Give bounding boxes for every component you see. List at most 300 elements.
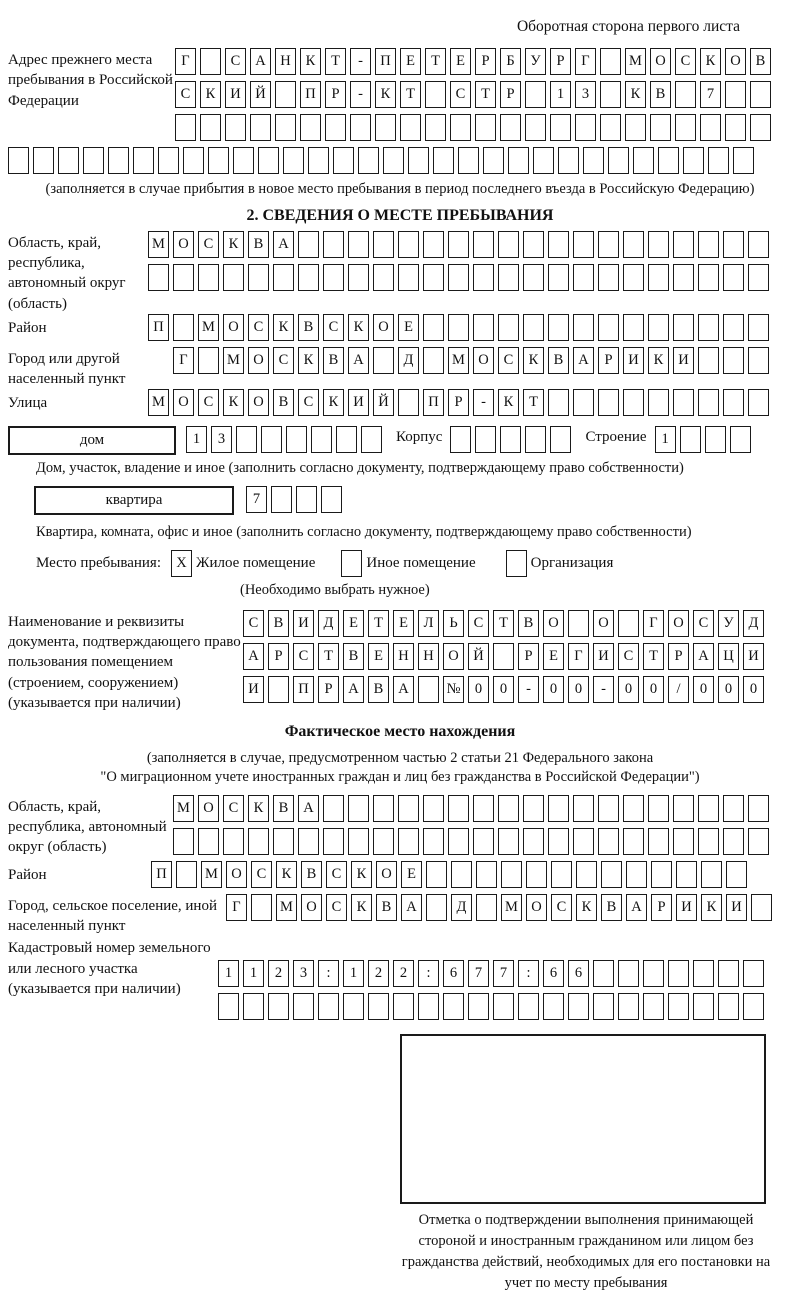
char-cell[interactable]: 3 — [575, 81, 596, 108]
char-cell[interactable] — [398, 264, 419, 291]
char-cell[interactable] — [261, 426, 282, 453]
char-cell[interactable] — [651, 861, 672, 888]
char-cell[interactable] — [548, 795, 569, 822]
char-cell[interactable]: Л — [418, 610, 439, 637]
char-cell[interactable] — [258, 147, 279, 174]
char-cell[interactable]: В — [273, 389, 294, 416]
char-cell[interactable] — [308, 147, 329, 174]
char-cell[interactable]: Р — [268, 643, 289, 670]
char-cell[interactable]: А — [243, 643, 264, 670]
char-cell[interactable]: Т — [400, 81, 421, 108]
char-cell[interactable] — [300, 114, 321, 141]
char-cell[interactable] — [275, 114, 296, 141]
char-cell[interactable]: Р — [651, 894, 672, 921]
char-cell[interactable] — [468, 993, 489, 1020]
char-cell[interactable]: К — [375, 81, 396, 108]
char-cell[interactable]: Й — [250, 81, 271, 108]
char-cell[interactable]: А — [393, 676, 414, 703]
char-cell[interactable]: 3 — [293, 960, 314, 987]
char-cell[interactable] — [348, 231, 369, 258]
char-cell[interactable] — [448, 264, 469, 291]
char-cell[interactable] — [673, 828, 694, 855]
char-cell[interactable]: Д — [451, 894, 472, 921]
char-cell[interactable] — [343, 993, 364, 1020]
char-cell[interactable] — [600, 48, 621, 75]
char-cell[interactable] — [473, 264, 494, 291]
char-cell[interactable]: И — [593, 643, 614, 670]
char-cell[interactable] — [498, 264, 519, 291]
char-cell[interactable]: С — [326, 861, 347, 888]
char-cell[interactable] — [458, 147, 479, 174]
char-cell[interactable] — [173, 264, 194, 291]
char-cell[interactable] — [323, 828, 344, 855]
char-cell[interactable] — [200, 114, 221, 141]
char-cell[interactable]: - — [518, 676, 539, 703]
char-cell[interactable] — [598, 795, 619, 822]
char-cell[interactable] — [618, 610, 639, 637]
char-cell[interactable] — [498, 314, 519, 341]
char-cell[interactable] — [598, 828, 619, 855]
char-cell[interactable]: В — [248, 231, 269, 258]
char-cell[interactable] — [698, 264, 719, 291]
char-cell[interactable] — [550, 114, 571, 141]
char-cell[interactable] — [175, 114, 196, 141]
char-cell[interactable]: 1 — [186, 426, 207, 453]
char-cell[interactable]: С — [223, 795, 244, 822]
char-cell[interactable] — [648, 231, 669, 258]
char-cell[interactable] — [683, 147, 704, 174]
char-cell[interactable]: У — [718, 610, 739, 637]
char-cell[interactable]: М — [501, 894, 522, 921]
char-cell[interactable]: 0 — [493, 676, 514, 703]
char-cell[interactable] — [618, 993, 639, 1020]
char-cell[interactable] — [498, 828, 519, 855]
char-cell[interactable] — [573, 314, 594, 341]
char-cell[interactable] — [623, 828, 644, 855]
char-cell[interactable] — [548, 264, 569, 291]
char-cell[interactable] — [500, 114, 521, 141]
char-cell[interactable]: К — [351, 861, 372, 888]
char-cell[interactable]: - — [350, 48, 371, 75]
char-cell[interactable]: А — [401, 894, 422, 921]
char-cell[interactable]: К — [700, 48, 721, 75]
char-cell[interactable]: И — [623, 347, 644, 374]
char-cell[interactable]: П — [375, 48, 396, 75]
stay-type-option-2-checkbox[interactable] — [341, 550, 366, 577]
char-cell[interactable] — [518, 993, 539, 1020]
char-cell[interactable]: 3 — [211, 426, 232, 453]
char-cell[interactable] — [418, 993, 439, 1020]
char-cell[interactable]: 6 — [568, 960, 589, 987]
char-cell[interactable]: О — [443, 643, 464, 670]
char-cell[interactable] — [733, 147, 754, 174]
char-cell[interactable]: Т — [643, 643, 664, 670]
char-cell[interactable]: Р — [318, 676, 339, 703]
char-cell[interactable]: К — [200, 81, 221, 108]
char-cell[interactable] — [698, 347, 719, 374]
char-cell[interactable]: - — [473, 389, 494, 416]
char-cell[interactable] — [368, 993, 389, 1020]
char-cell[interactable] — [176, 861, 197, 888]
char-cell[interactable]: И — [348, 389, 369, 416]
char-cell[interactable] — [650, 114, 671, 141]
char-cell[interactable]: О — [668, 610, 689, 637]
char-cell[interactable] — [675, 114, 696, 141]
char-cell[interactable]: С — [293, 643, 314, 670]
char-cell[interactable] — [500, 426, 521, 453]
char-cell[interactable] — [506, 550, 527, 577]
char-cell[interactable] — [448, 795, 469, 822]
char-cell[interactable] — [426, 861, 447, 888]
char-cell[interactable] — [423, 264, 444, 291]
char-cell[interactable]: С — [198, 231, 219, 258]
char-cell[interactable] — [275, 81, 296, 108]
char-cell[interactable]: О — [373, 314, 394, 341]
char-cell[interactable]: С — [243, 610, 264, 637]
char-cell[interactable]: Г — [568, 643, 589, 670]
char-cell[interactable]: О — [248, 347, 269, 374]
char-cell[interactable]: 1 — [243, 960, 264, 987]
char-cell[interactable]: В — [323, 347, 344, 374]
char-cell[interactable]: И — [293, 610, 314, 637]
char-cell[interactable] — [248, 264, 269, 291]
char-cell[interactable] — [223, 828, 244, 855]
char-cell[interactable] — [336, 426, 357, 453]
char-cell[interactable]: В — [601, 894, 622, 921]
char-cell[interactable] — [373, 828, 394, 855]
char-cell[interactable]: 0 — [643, 676, 664, 703]
char-cell[interactable]: О — [173, 231, 194, 258]
char-cell[interactable]: О — [173, 389, 194, 416]
char-cell[interactable]: 2 — [368, 960, 389, 987]
char-cell[interactable] — [271, 486, 292, 513]
prev-address-row-3[interactable] — [175, 114, 775, 141]
char-cell[interactable] — [568, 993, 589, 1020]
char-cell[interactable]: Р — [448, 389, 469, 416]
char-cell[interactable]: И — [726, 894, 747, 921]
char-cell[interactable]: В — [343, 643, 364, 670]
char-cell[interactable] — [158, 147, 179, 174]
char-cell[interactable] — [698, 795, 719, 822]
char-cell[interactable]: А — [250, 48, 271, 75]
char-cell[interactable] — [648, 264, 669, 291]
char-cell[interactable] — [298, 231, 319, 258]
char-cell[interactable] — [700, 114, 721, 141]
char-cell[interactable] — [475, 426, 496, 453]
char-cell[interactable]: А — [343, 676, 364, 703]
char-cell[interactable]: 1 — [218, 960, 239, 987]
char-cell[interactable]: К — [648, 347, 669, 374]
char-cell[interactable]: О — [593, 610, 614, 637]
char-cell[interactable] — [598, 264, 619, 291]
char-cell[interactable]: О — [301, 894, 322, 921]
char-cell[interactable]: X — [171, 550, 192, 577]
char-cell[interactable]: № — [443, 676, 464, 703]
char-cell[interactable] — [425, 81, 446, 108]
char-cell[interactable] — [680, 426, 701, 453]
char-cell[interactable]: М — [276, 894, 297, 921]
char-cell[interactable] — [673, 314, 694, 341]
char-cell[interactable] — [730, 426, 751, 453]
char-cell[interactable] — [418, 676, 439, 703]
char-cell[interactable]: О — [473, 347, 494, 374]
char-cell[interactable] — [573, 231, 594, 258]
char-cell[interactable]: У — [525, 48, 546, 75]
char-cell[interactable]: 1 — [343, 960, 364, 987]
char-cell[interactable]: 2 — [393, 960, 414, 987]
char-cell[interactable]: 6 — [543, 960, 564, 987]
char-cell[interactable] — [648, 314, 669, 341]
char-cell[interactable] — [748, 264, 769, 291]
char-cell[interactable] — [543, 993, 564, 1020]
char-cell[interactable]: М — [148, 389, 169, 416]
char-cell[interactable] — [751, 894, 772, 921]
char-cell[interactable]: С — [618, 643, 639, 670]
char-cell[interactable] — [698, 389, 719, 416]
char-cell[interactable] — [668, 960, 689, 987]
char-cell[interactable] — [723, 231, 744, 258]
char-cell[interactable] — [723, 264, 744, 291]
char-cell[interactable] — [323, 264, 344, 291]
char-cell[interactable]: Р — [668, 643, 689, 670]
char-cell[interactable] — [525, 81, 546, 108]
char-cell[interactable]: 7 — [700, 81, 721, 108]
char-cell[interactable] — [698, 828, 719, 855]
char-cell[interactable] — [273, 828, 294, 855]
char-cell[interactable]: П — [423, 389, 444, 416]
char-cell[interactable] — [523, 795, 544, 822]
char-cell[interactable] — [673, 795, 694, 822]
char-cell[interactable]: О — [543, 610, 564, 637]
char-cell[interactable] — [575, 114, 596, 141]
char-cell[interactable] — [348, 828, 369, 855]
char-cell[interactable] — [443, 993, 464, 1020]
char-cell[interactable] — [173, 314, 194, 341]
char-cell[interactable] — [361, 426, 382, 453]
char-cell[interactable] — [325, 114, 346, 141]
char-cell[interactable] — [348, 795, 369, 822]
char-cell[interactable] — [626, 861, 647, 888]
char-cell[interactable] — [705, 426, 726, 453]
char-cell[interactable]: О — [526, 894, 547, 921]
char-cell[interactable]: В — [548, 347, 569, 374]
char-cell[interactable] — [693, 993, 714, 1020]
apartment-type-box[interactable]: квартира — [34, 486, 234, 515]
char-cell[interactable]: К — [276, 861, 297, 888]
char-cell[interactable] — [748, 231, 769, 258]
char-cell[interactable]: К — [523, 347, 544, 374]
char-cell[interactable] — [286, 426, 307, 453]
char-cell[interactable]: - — [350, 81, 371, 108]
char-cell[interactable] — [408, 147, 429, 174]
char-cell[interactable]: 1 — [550, 81, 571, 108]
char-cell[interactable]: М — [448, 347, 469, 374]
char-cell[interactable] — [523, 828, 544, 855]
char-cell[interactable]: С — [551, 894, 572, 921]
char-cell[interactable]: М — [625, 48, 646, 75]
char-cell[interactable]: М — [223, 347, 244, 374]
char-cell[interactable] — [508, 147, 529, 174]
char-cell[interactable] — [473, 795, 494, 822]
char-cell[interactable] — [748, 347, 769, 374]
char-cell[interactable]: М — [198, 314, 219, 341]
char-cell[interactable] — [218, 993, 239, 1020]
document-row-2[interactable] — [243, 643, 768, 670]
char-cell[interactable] — [493, 993, 514, 1020]
char-cell[interactable] — [573, 264, 594, 291]
char-cell[interactable]: 0 — [468, 676, 489, 703]
char-cell[interactable] — [233, 147, 254, 174]
char-cell[interactable] — [476, 894, 497, 921]
char-cell[interactable]: С — [468, 610, 489, 637]
char-cell[interactable]: В — [518, 610, 539, 637]
char-cell[interactable]: : — [518, 960, 539, 987]
char-cell[interactable] — [723, 314, 744, 341]
char-cell[interactable]: 1 — [655, 426, 676, 453]
char-cell[interactable] — [475, 114, 496, 141]
char-cell[interactable]: А — [273, 231, 294, 258]
char-cell[interactable] — [723, 389, 744, 416]
char-cell[interactable] — [750, 114, 771, 141]
char-cell[interactable] — [698, 314, 719, 341]
char-cell[interactable] — [348, 264, 369, 291]
actual-city-row[interactable] — [226, 894, 776, 921]
char-cell[interactable] — [525, 114, 546, 141]
char-cell[interactable] — [568, 610, 589, 637]
char-cell[interactable] — [743, 993, 764, 1020]
char-cell[interactable] — [583, 147, 604, 174]
char-cell[interactable] — [573, 795, 594, 822]
char-cell[interactable] — [423, 795, 444, 822]
actual-region-row-1[interactable] — [173, 795, 773, 822]
char-cell[interactable]: Т — [475, 81, 496, 108]
char-cell[interactable]: 7 — [468, 960, 489, 987]
char-cell[interactable] — [426, 894, 447, 921]
char-cell[interactable] — [393, 993, 414, 1020]
char-cell[interactable] — [8, 147, 29, 174]
char-cell[interactable] — [283, 147, 304, 174]
char-cell[interactable]: : — [418, 960, 439, 987]
char-cell[interactable] — [423, 347, 444, 374]
char-cell[interactable] — [350, 114, 371, 141]
char-cell[interactable]: Д — [318, 610, 339, 637]
char-cell[interactable] — [576, 861, 597, 888]
char-cell[interactable] — [58, 147, 79, 174]
char-cell[interactable]: В — [750, 48, 771, 75]
char-cell[interactable]: Т — [425, 48, 446, 75]
char-cell[interactable]: С — [225, 48, 246, 75]
cadastral-row-1[interactable] — [218, 960, 768, 987]
char-cell[interactable]: В — [376, 894, 397, 921]
char-cell[interactable] — [373, 231, 394, 258]
char-cell[interactable] — [148, 264, 169, 291]
char-cell[interactable] — [673, 231, 694, 258]
char-cell[interactable]: К — [223, 231, 244, 258]
char-cell[interactable] — [273, 264, 294, 291]
char-cell[interactable]: К — [498, 389, 519, 416]
char-cell[interactable] — [718, 993, 739, 1020]
char-cell[interactable]: М — [201, 861, 222, 888]
char-cell[interactable]: Р — [598, 347, 619, 374]
char-cell[interactable] — [701, 861, 722, 888]
char-cell[interactable]: М — [148, 231, 169, 258]
char-cell[interactable]: Й — [373, 389, 394, 416]
char-cell[interactable] — [293, 993, 314, 1020]
char-cell[interactable] — [623, 231, 644, 258]
char-cell[interactable] — [693, 960, 714, 987]
char-cell[interactable]: С — [175, 81, 196, 108]
char-cell[interactable] — [423, 231, 444, 258]
char-cell[interactable] — [523, 231, 544, 258]
char-cell[interactable] — [593, 993, 614, 1020]
char-cell[interactable]: Г — [173, 347, 194, 374]
stay-type-option-1-checkbox[interactable] — [171, 550, 196, 577]
city-row[interactable] — [173, 347, 773, 374]
char-cell[interactable]: Й — [468, 643, 489, 670]
char-cell[interactable]: А — [573, 347, 594, 374]
char-cell[interactable]: К — [351, 894, 372, 921]
char-cell[interactable] — [718, 960, 739, 987]
char-cell[interactable]: Г — [226, 894, 247, 921]
char-cell[interactable] — [601, 861, 622, 888]
char-cell[interactable] — [198, 264, 219, 291]
street-row[interactable] — [148, 389, 773, 416]
char-cell[interactable] — [658, 147, 679, 174]
char-cell[interactable]: 0 — [543, 676, 564, 703]
korpus-row[interactable] — [450, 426, 575, 453]
char-cell[interactable]: 2 — [268, 960, 289, 987]
char-cell[interactable] — [748, 828, 769, 855]
char-cell[interactable]: О — [650, 48, 671, 75]
char-cell[interactable] — [723, 347, 744, 374]
char-cell[interactable] — [448, 314, 469, 341]
char-cell[interactable] — [643, 993, 664, 1020]
char-cell[interactable] — [298, 828, 319, 855]
char-cell[interactable] — [398, 231, 419, 258]
char-cell[interactable]: И — [243, 676, 264, 703]
char-cell[interactable]: К — [223, 389, 244, 416]
char-cell[interactable]: К — [348, 314, 369, 341]
char-cell[interactable] — [358, 147, 379, 174]
char-cell[interactable]: / — [668, 676, 689, 703]
char-cell[interactable]: 7 — [493, 960, 514, 987]
char-cell[interactable]: Б — [500, 48, 521, 75]
char-cell[interactable] — [473, 314, 494, 341]
char-cell[interactable] — [608, 147, 629, 174]
char-cell[interactable] — [251, 894, 272, 921]
char-cell[interactable] — [268, 993, 289, 1020]
char-cell[interactable] — [598, 389, 619, 416]
char-cell[interactable] — [321, 486, 342, 513]
char-cell[interactable] — [648, 795, 669, 822]
document-row-1[interactable] — [243, 610, 768, 637]
char-cell[interactable] — [476, 861, 497, 888]
char-cell[interactable] — [723, 795, 744, 822]
char-cell[interactable] — [623, 264, 644, 291]
char-cell[interactable]: Р — [518, 643, 539, 670]
char-cell[interactable] — [33, 147, 54, 174]
char-cell[interactable] — [83, 147, 104, 174]
char-cell[interactable] — [311, 426, 332, 453]
char-cell[interactable] — [173, 828, 194, 855]
char-cell[interactable] — [473, 828, 494, 855]
char-cell[interactable]: Е — [368, 643, 389, 670]
char-cell[interactable]: Н — [275, 48, 296, 75]
region-row-2[interactable] — [148, 264, 773, 291]
char-cell[interactable] — [551, 861, 572, 888]
prev-address-row-2[interactable] — [175, 81, 775, 108]
char-cell[interactable]: И — [225, 81, 246, 108]
